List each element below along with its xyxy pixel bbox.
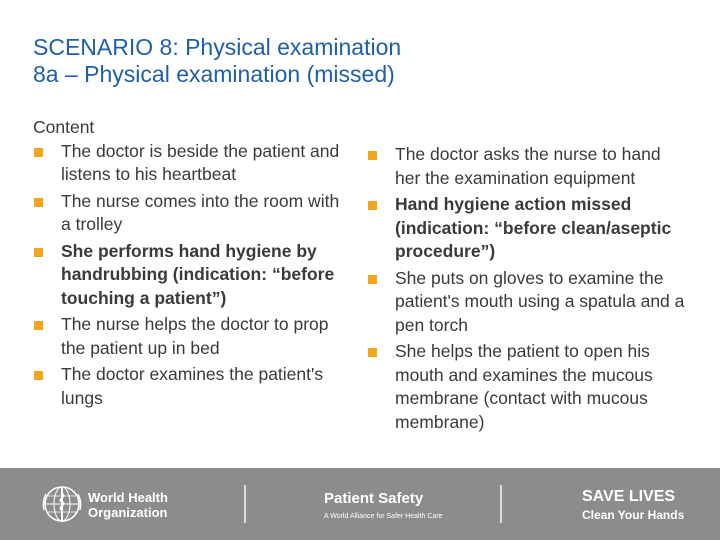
square-bullet-icon [368,348,377,357]
save-lives-logo [582,488,684,522]
list-item [33,363,343,410]
square-bullet-icon [34,148,43,157]
list-item-text: The doctor is beside the patient and listens to his heartbeat [61,140,340,184]
slide-title [33,34,401,88]
square-bullet-icon [368,275,377,284]
list-item-text: The doctor examines the patient's lungs [61,364,324,408]
list-item [367,340,687,434]
list-item [367,267,687,338]
right-column [367,143,687,437]
save-lives-title: SAVE LIVES [582,488,676,505]
list-item [33,313,343,360]
left-bullet-list [33,140,343,411]
list-item [367,143,687,190]
square-bullet-icon [368,201,377,210]
content-label: Content [33,117,95,137]
right-bullet-list [367,143,687,434]
patient-safety-title: Patient Safety [324,490,424,507]
list-item-text: The doctor asks the nurse to hand her the examination equipment [395,144,661,188]
who-line-2: Organization [88,505,168,520]
slide-title-line-1: SCENARIO 8: Physical examination [33,34,402,60]
slide-title-line-2: 8a – Physical examination (missed) [33,61,395,87]
square-bullet-icon [34,321,43,330]
square-bullet-icon [34,371,43,380]
list-item-text: She helps the patient to open his mouth and examines the mucous membrane (contact with mucous membrane) [395,341,653,432]
list-item [33,140,343,187]
patient-safety-subtitle: A World Alliance for Safer Health Care [324,513,443,520]
list-item-text: The nurse comes into the room with a trolley [61,190,340,234]
list-item-text: The nurse helps the doctor to prop the patient up in bed [61,314,329,358]
who-emblem-icon [40,482,84,526]
list-item-text: She puts on gloves to examine the patient's mouth using a spatula and a pen torch [395,267,685,335]
list-item [33,240,343,311]
list-item [33,190,343,237]
list-item [367,193,687,264]
who-line-1: World Health [88,490,168,505]
square-bullet-icon [34,198,43,207]
clean-hands-subtitle: Clean Your Hands [582,508,685,522]
square-bullet-icon [368,151,377,160]
footer-bar [0,468,720,540]
list-item-text: She performs hand hygiene by handrubbing (indication: “before touching a patient”) [61,240,335,308]
list-item-text: Hand hygiene action missed (indication: “before clean/aseptic procedure”) [395,194,672,261]
who-wordmark [88,490,168,520]
patient-safety-logo [324,490,443,520]
square-bullet-icon [34,248,43,257]
left-column [33,116,343,413]
footer-divider [244,485,246,523]
footer-divider [500,485,502,523]
